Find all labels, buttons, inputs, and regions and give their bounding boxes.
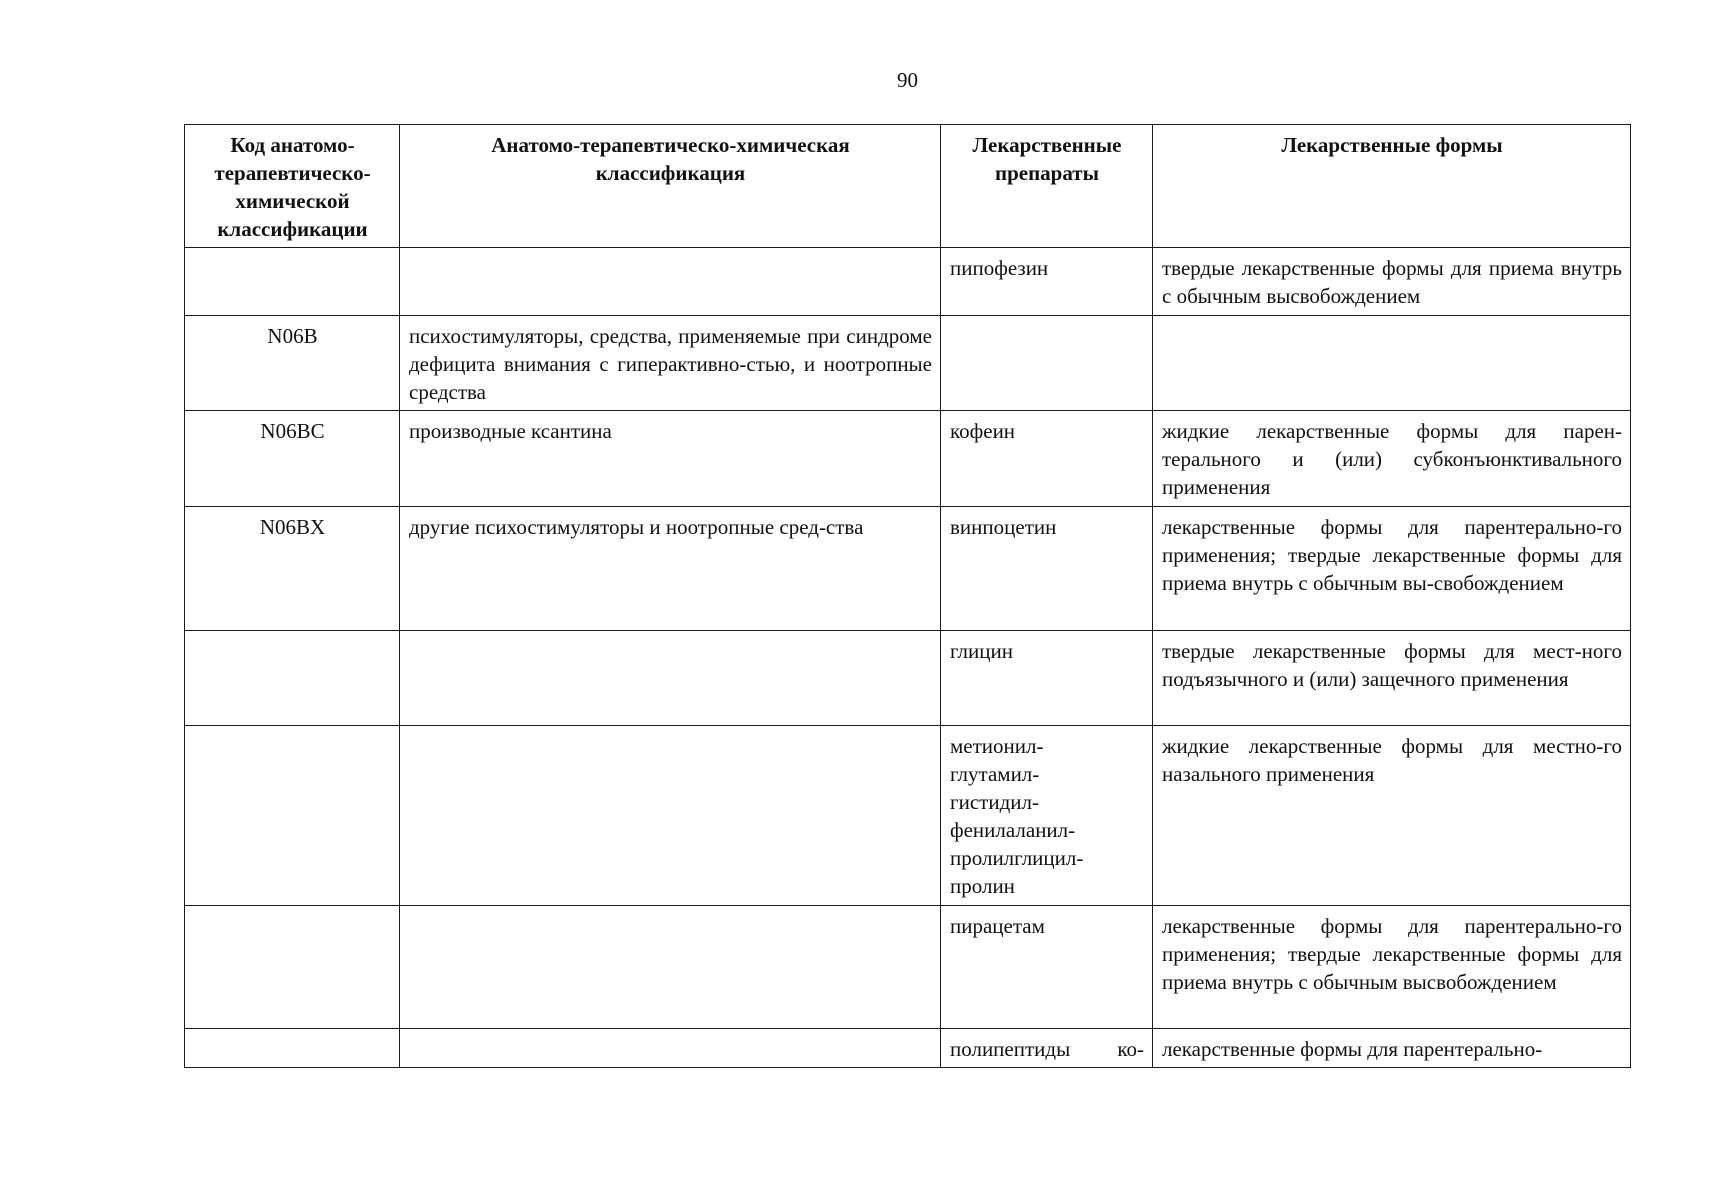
drug-name-line: пролин (950, 874, 1015, 898)
header-drugs (941, 125, 1153, 248)
atc-code-cell (185, 906, 400, 1029)
table-header-row (185, 125, 1631, 248)
header-atc-code-line: терапевтическо- (214, 161, 371, 185)
dosage-forms-cell: твердые лекарственные формы для приема внутрь с обычным высвобождением (1153, 248, 1631, 316)
table-row (185, 316, 1631, 411)
drug-name-line: гистидил- (950, 790, 1039, 814)
drug-classification-table (184, 124, 1631, 1068)
atc-classification-cell: психостимуляторы, средства, применяемые при синдроме дефицита внимания с гиперактивно-стью, и ноотропные средства (400, 316, 941, 411)
dosage-forms-cell: лекарственные формы для парентерально-го применения; твердые лекарственные формы для приема внутрь с обычным высвобождением (1153, 906, 1631, 1029)
header-atc-code-line: классификации (217, 217, 368, 241)
atc-classification-cell: производные ксантина (400, 411, 941, 507)
drug-name: винпоцетин (950, 515, 1057, 539)
atc-classification-cell (400, 248, 941, 316)
drug-cell (941, 507, 1153, 631)
drug-name-line: глутамил- (950, 762, 1040, 786)
atc-classification-cell (400, 726, 941, 906)
dosage-forms-cell: лекарственные формы для парентерально- (1153, 1029, 1631, 1068)
header-dosage-forms-line: Лекарственные формы (1281, 133, 1503, 157)
atc-code-cell (185, 631, 400, 726)
dosage-forms-cell: лекарственные формы для парентерально-го применения; твердые лекарственные формы для приема внутрь с обычным вы-свобождением (1153, 507, 1631, 631)
header-drugs-line: препараты (994, 161, 1100, 185)
drug-cell (941, 906, 1153, 1029)
drug-name: кофеин (950, 419, 1016, 443)
drug-name: глицин (950, 639, 1013, 663)
atc-classification-cell (400, 1029, 941, 1068)
table-row (185, 507, 1631, 631)
dosage-forms-cell (1153, 316, 1631, 411)
header-atc-code-line: Код анатомо- (230, 133, 355, 157)
drug-name: полипептиды ко- (950, 1037, 1144, 1061)
atc-code-cell: N06B (185, 316, 400, 411)
drug-cell (941, 411, 1153, 507)
drug-name-line: фенилаланил- (950, 818, 1076, 842)
atc-code-cell: N06BX (185, 507, 400, 631)
atc-classification-cell: другие психостимуляторы и ноотропные сред-ства (400, 507, 941, 631)
drug-cell (941, 248, 1153, 316)
drug-cell (941, 316, 1153, 411)
drug-name: пипофезин (950, 256, 1049, 280)
header-atc-classification-line: классификация (595, 161, 746, 185)
atc-classification-cell (400, 906, 941, 1029)
drug-cell (941, 631, 1153, 726)
header-atc-classification (400, 125, 941, 248)
table-row (185, 248, 1631, 316)
dosage-forms-cell: твердые лекарственные формы для мест-ного подъязычного и (или) защечного применения (1153, 631, 1631, 726)
drug-name-line: пролилглицил- (950, 846, 1084, 870)
table-row (185, 726, 1631, 906)
drug-name: пирацетам (950, 914, 1045, 938)
header-atc-classification-line: Анатомо-терапевтическо-химическая (491, 133, 850, 157)
drug-cell (941, 726, 1153, 906)
atc-code-cell: N06BC (185, 411, 400, 507)
drug-cell (941, 1029, 1153, 1068)
table-row (185, 411, 1631, 507)
header-drugs-line: Лекарственные (972, 133, 1122, 157)
header-dosage-forms (1153, 125, 1631, 248)
dosage-forms-cell: жидкие лекарственные формы для местно-го назального применения (1153, 726, 1631, 906)
table-row (185, 631, 1631, 726)
header-atc-code (185, 125, 400, 248)
page-number: 90 (897, 68, 918, 92)
atc-code-cell (185, 726, 400, 906)
drug-name-line: метионил- (950, 734, 1044, 758)
atc-code-cell (185, 248, 400, 316)
atc-classification-cell (400, 631, 941, 726)
header-atc-code-line: химической (235, 189, 350, 213)
dosage-forms-cell: жидкие лекарственные формы для парен-терального и (или) субконъюнктивального применения (1153, 411, 1631, 507)
table-row (185, 906, 1631, 1029)
atc-code-cell (185, 1029, 400, 1068)
table-row (185, 1029, 1631, 1068)
